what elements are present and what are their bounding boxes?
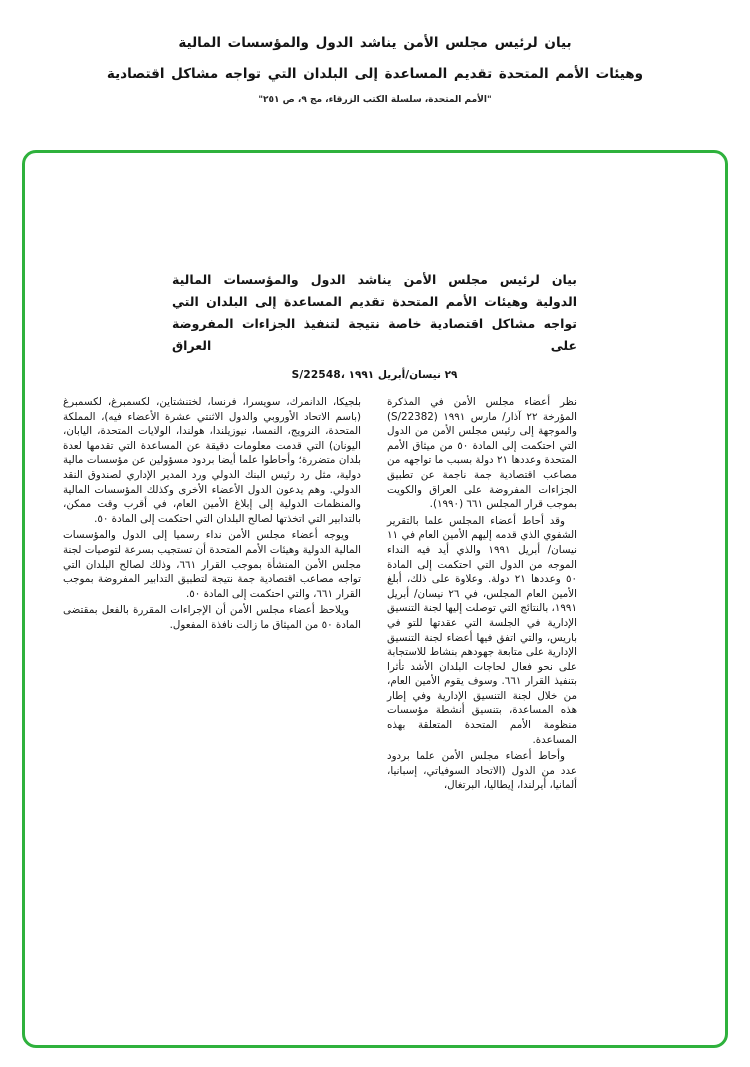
paragraph: وقد أحاط أعضاء المجلس علما بالتقرير الشفوي الذي قدمه إليهم الأمين العام في ١١ نيسان/ أبريل ١٩٩١ والذي أيد فيه النداء الموجه من الدول التي احتكمت إلى المادة ٥٠ وعددها ٢١ دولة. وعلاوة على ذلك، أبلغ الأمين العام المجلس، في ٢٦ نيسان/ أبريل ١٩٩١، بالنتائج التي توصلت إليها لجنة التنسيق الإدارية في الجلسة التي عقدتها للتو في باريس، والتي اتفق فيها أعضاء لجنة التنسيق الإدارية على متابعة جهودهم بنشاط للاستجابة على نحو فعال لحاجات البلدان الأشد تأثرا بتنفيذ القرار ٦٦١. وسوف يقوم الأمين العام، من خلال لجنة التنسيق الإدارية وفي إطار هذه المساعدة، بتنسيق أنشطة مؤسسات منظومة الأمم المتحدة المتعلقة بهذه المساعدة. [387, 514, 577, 746]
paragraph: ويلاحظ أعضاء مجلس الأمن أن الإجراءات المقررة بالفعل بمقتضى المادة ٥٠ من الميثاق ما زالت نافذة المفعول. [63, 604, 361, 631]
document-reference: S/22548، ٢٩ نيسان/أبريل ١٩٩١ [291, 369, 458, 381]
column-left [63, 395, 361, 795]
document-title: بيان لرئيس مجلس الأمن يناشد الدول والمؤسسات المالية الدولية وهيئات الأمم المتحدة تقديم المساعدة إلى البلدان التي تواجه مشاكل اقتصادية خاصة نتيجة لتنفيذ الجزاءات المفروضة على العراق [172, 272, 577, 353]
paragraph: بلجيكا، الدانمرك، سويسرا، فرنسا، لختنشتاين، لكسمبرغ، لكسمبرغ (باسم الاتحاد الأوروبي والدول الاثنتي عشرة الأعضاء فيه)، المملكة المتحدة، النرويج، النمسا، نيوزيلندا، هولندا، الولايات المتحدة، اليابان، اليونان) التي قدمت معلومات دقيقة عن المساعدة التي تقدمها لعدة بلدان متضررة؛ وأحاطوا علما أيضا بردود مسؤولين عن مؤسسات مالية دولية، مثل رد رئيس البنك الدولي ورد المدير الإداري لصندوق النقد الدولي. وهم يدعون الدول الأعضاء الأخرى وكذلك المؤسسات المالية والمنظمات الدولية إلى إبلاغ الأمين العام، في أقرب وقت ممكن، بالتدابير التي اتخذتها لصالح البلدان التي احتكمت إلى المادة ٥٠. [63, 396, 361, 525]
text-columns [62, 395, 577, 795]
paragraph: وأحاط أعضاء مجلس الأمن علما بردود عدد من الدول (الاتحاد السوفياتي، إسبانيا، ألمانيا، أيرلندا، إيطاليا، البرتغال، [387, 750, 577, 792]
paragraph: ويوجه أعضاء مجلس الأمن نداء رسميا إلى الدول والمؤسسات المالية الدولية وهيئات الأمم المتحدة أن تستجيب بسرعة لتوصيات لجنة مجلس الأمن المنشأة بموجب القرار ٦٦١، وذلك لصالح البلدان التي تواجه مصاعب اقتصادية جمة نتيجة لتطبيق التدابير المفروضة بموجب القرار ٦٦١، والتي احتكمت إلى المادة ٥٠. [63, 529, 361, 600]
document-content [62, 269, 577, 795]
page-header [0, 0, 750, 105]
column-right [387, 395, 577, 795]
header-title-line2: وهيئات الأمم المتحدة تقديم المساعدة إلى البلدان التي تواجه مشاكل اقتصادية [106, 65, 644, 82]
header-attribution: "الأمم المتحدة، سلسلة الكتب الزرقاء، مج ٩، ص ٢٥١" [258, 95, 492, 106]
header-title-line1: بيان لرئيس مجلس الأمن يناشد الدول والمؤسسات المالية [178, 35, 572, 51]
document-box [22, 150, 728, 1048]
paragraph: نظر أعضاء مجلس الأمن في المذكرة المؤرخة ٢٢ آذار/ مارس ١٩٩١ (S/22382) والموجهة إلى رئيس مجلس الأمن من الدول التي احتكمت إلى المادة ٥٠ من ميثاق الأمم المتحدة وعددها ٢١ دولة بسبب ما تواجهه من مصاعب اقتصادية جمة ناجمة عن تطبيق الجزاءات المفروضة على العراق والكويت بموجب قرار المجلس ٦٦١ (١٩٩٠). [387, 396, 578, 511]
